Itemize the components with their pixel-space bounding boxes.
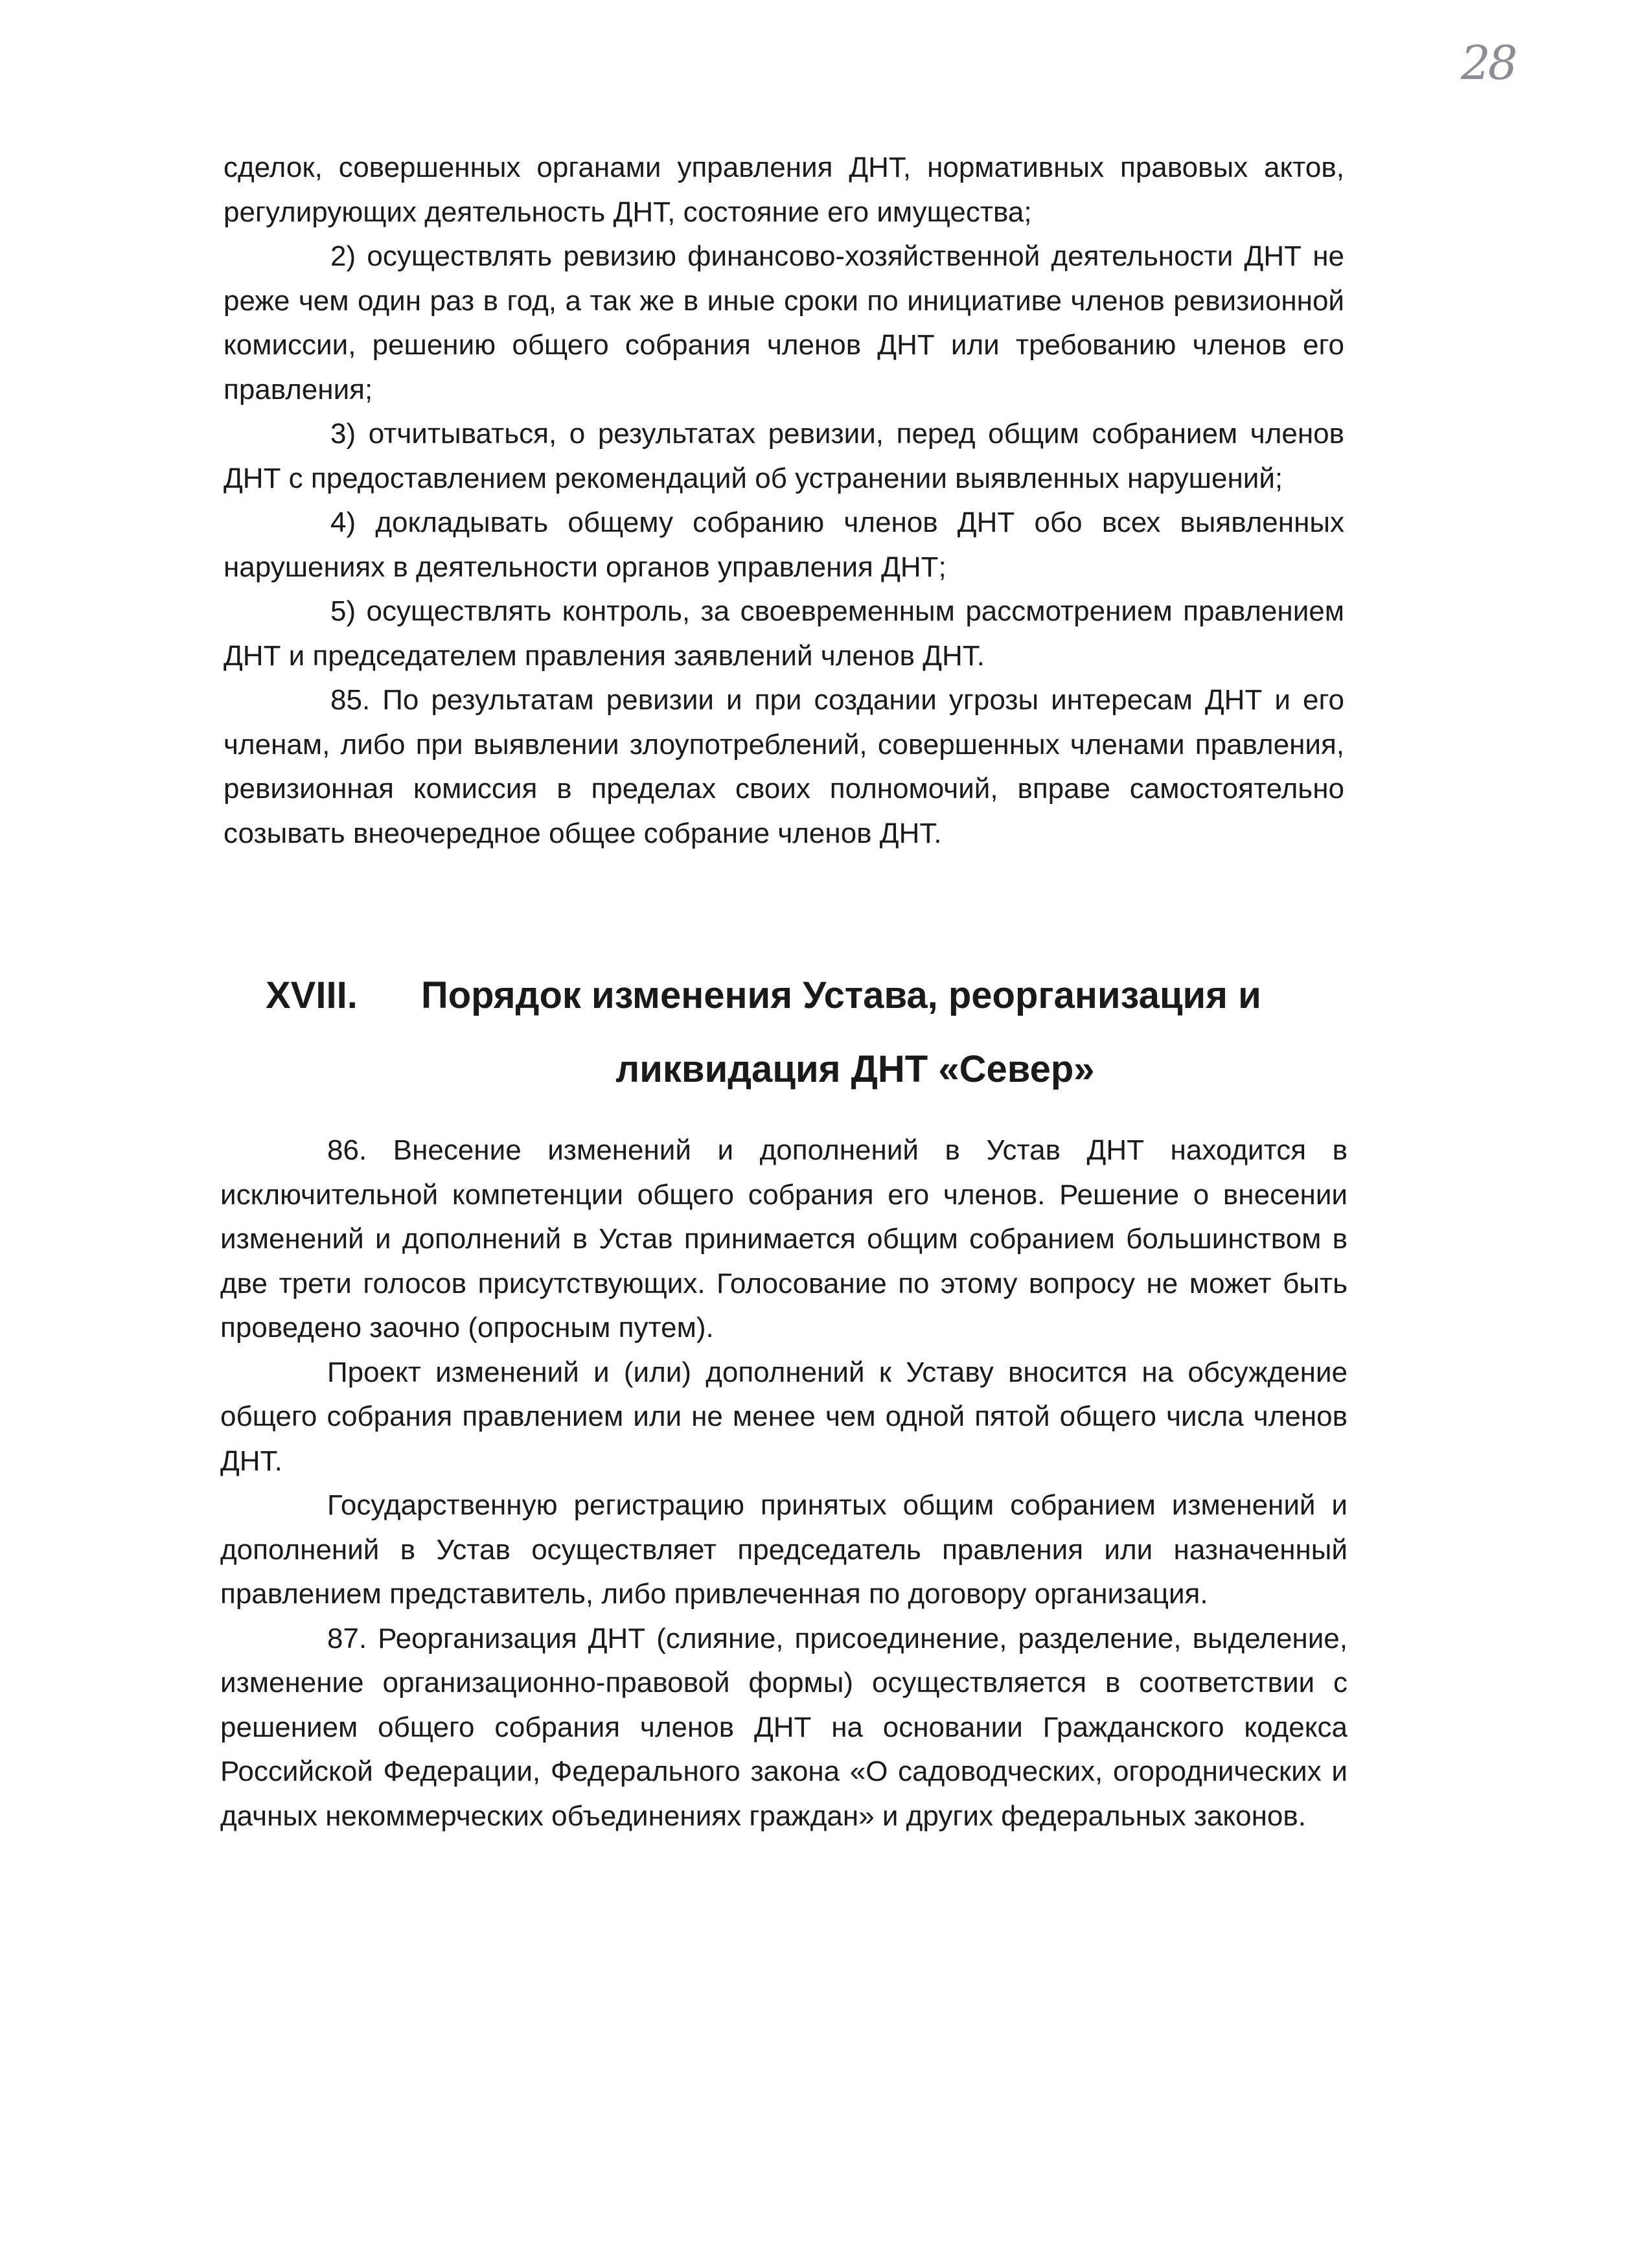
section-title-line-1: Порядок изменения Устава, реорганизация и <box>421 974 1261 1016</box>
paragraph: Проект изменений и (или) дополнений к Уставу вносится на обсуждение общего собрания правлением или не менее чем одной пятой общего числа членов ДНТ. <box>220 1356 1348 1477</box>
section-number: XVIII. <box>266 974 358 1016</box>
section-heading <box>266 959 1335 1106</box>
paragraph: 5) осуществлять контроль, за своевременным рассмотрением правлением ДНТ и председателем правления заявлений членов ДНТ. <box>224 595 1344 672</box>
paragraph: сделок, совершенных органами управления ДНТ, нормативных правовых актов, регулирующих деятельность ДНТ, состояние его имущества; <box>224 152 1344 228</box>
paragraph: 2) осуществлять ревизию финансово-хозяйственной деятельности ДНТ не реже чем один раз в год, а так же в иные сроки по инициативе членов ревизионной комиссии, решению общего собрания членов ДНТ или требованию членов его правления; <box>224 240 1344 406</box>
paragraph: 3) отчитываться, о результатах ревизии, перед общим собранием членов ДНТ с предоставлением рекомендаций об устранении выявленных нарушений; <box>224 418 1344 494</box>
paragraph: Государственную регистрацию принятых общим собранием изменений и дополнений в Устав осуществляет председатель правления или назначенный правлением представитель, либо привлеченная по договору организация. <box>220 1489 1348 1610</box>
bottom-text-block <box>220 1128 1348 1838</box>
paragraph: 87. Реорганизация ДНТ (слияние, присоединение, разделение, выделение, изменение организационно-правовой формы) осуществляется в соответствии с решением общего собрания членов ДНТ на основании Гражданского кодекса Российской Федерации, Федерального закона «О садоводческих, огороднических и дачных некоммерческих объединениях граждан» и других федеральных законов. <box>220 1622 1348 1832</box>
paragraph: 85. По результатам ревизии и при создании угрозы интересам ДНТ и его членам, либо при выявлении злоупотреблений, совершенных членами правления, ревизионная комиссия в пределах своих полномочий, вправе самостоятельно созывать внеочередное общее собрание членов ДНТ. <box>224 684 1344 849</box>
top-text-block <box>224 146 1344 856</box>
paragraph: 86. Внесение изменений и дополнений в Устав ДНТ находится в исключительной компетенции общего собрания его членов. Решение о внесении изменений и дополнений в Устав принимается общим собранием большинством в две трети голосов присутствующих. Голосование по этому вопросу не может быть проведено заочно (опросным путем). <box>220 1134 1348 1344</box>
handwritten-page-number: 28 <box>1461 36 1515 90</box>
section-title-line-2: ликвидация ДНТ «Север» <box>615 1048 1095 1090</box>
paragraph: 4) докладывать общему собранию членов ДНТ обо всех выявленных нарушениях в деятельности органов управления ДНТ; <box>224 507 1344 583</box>
